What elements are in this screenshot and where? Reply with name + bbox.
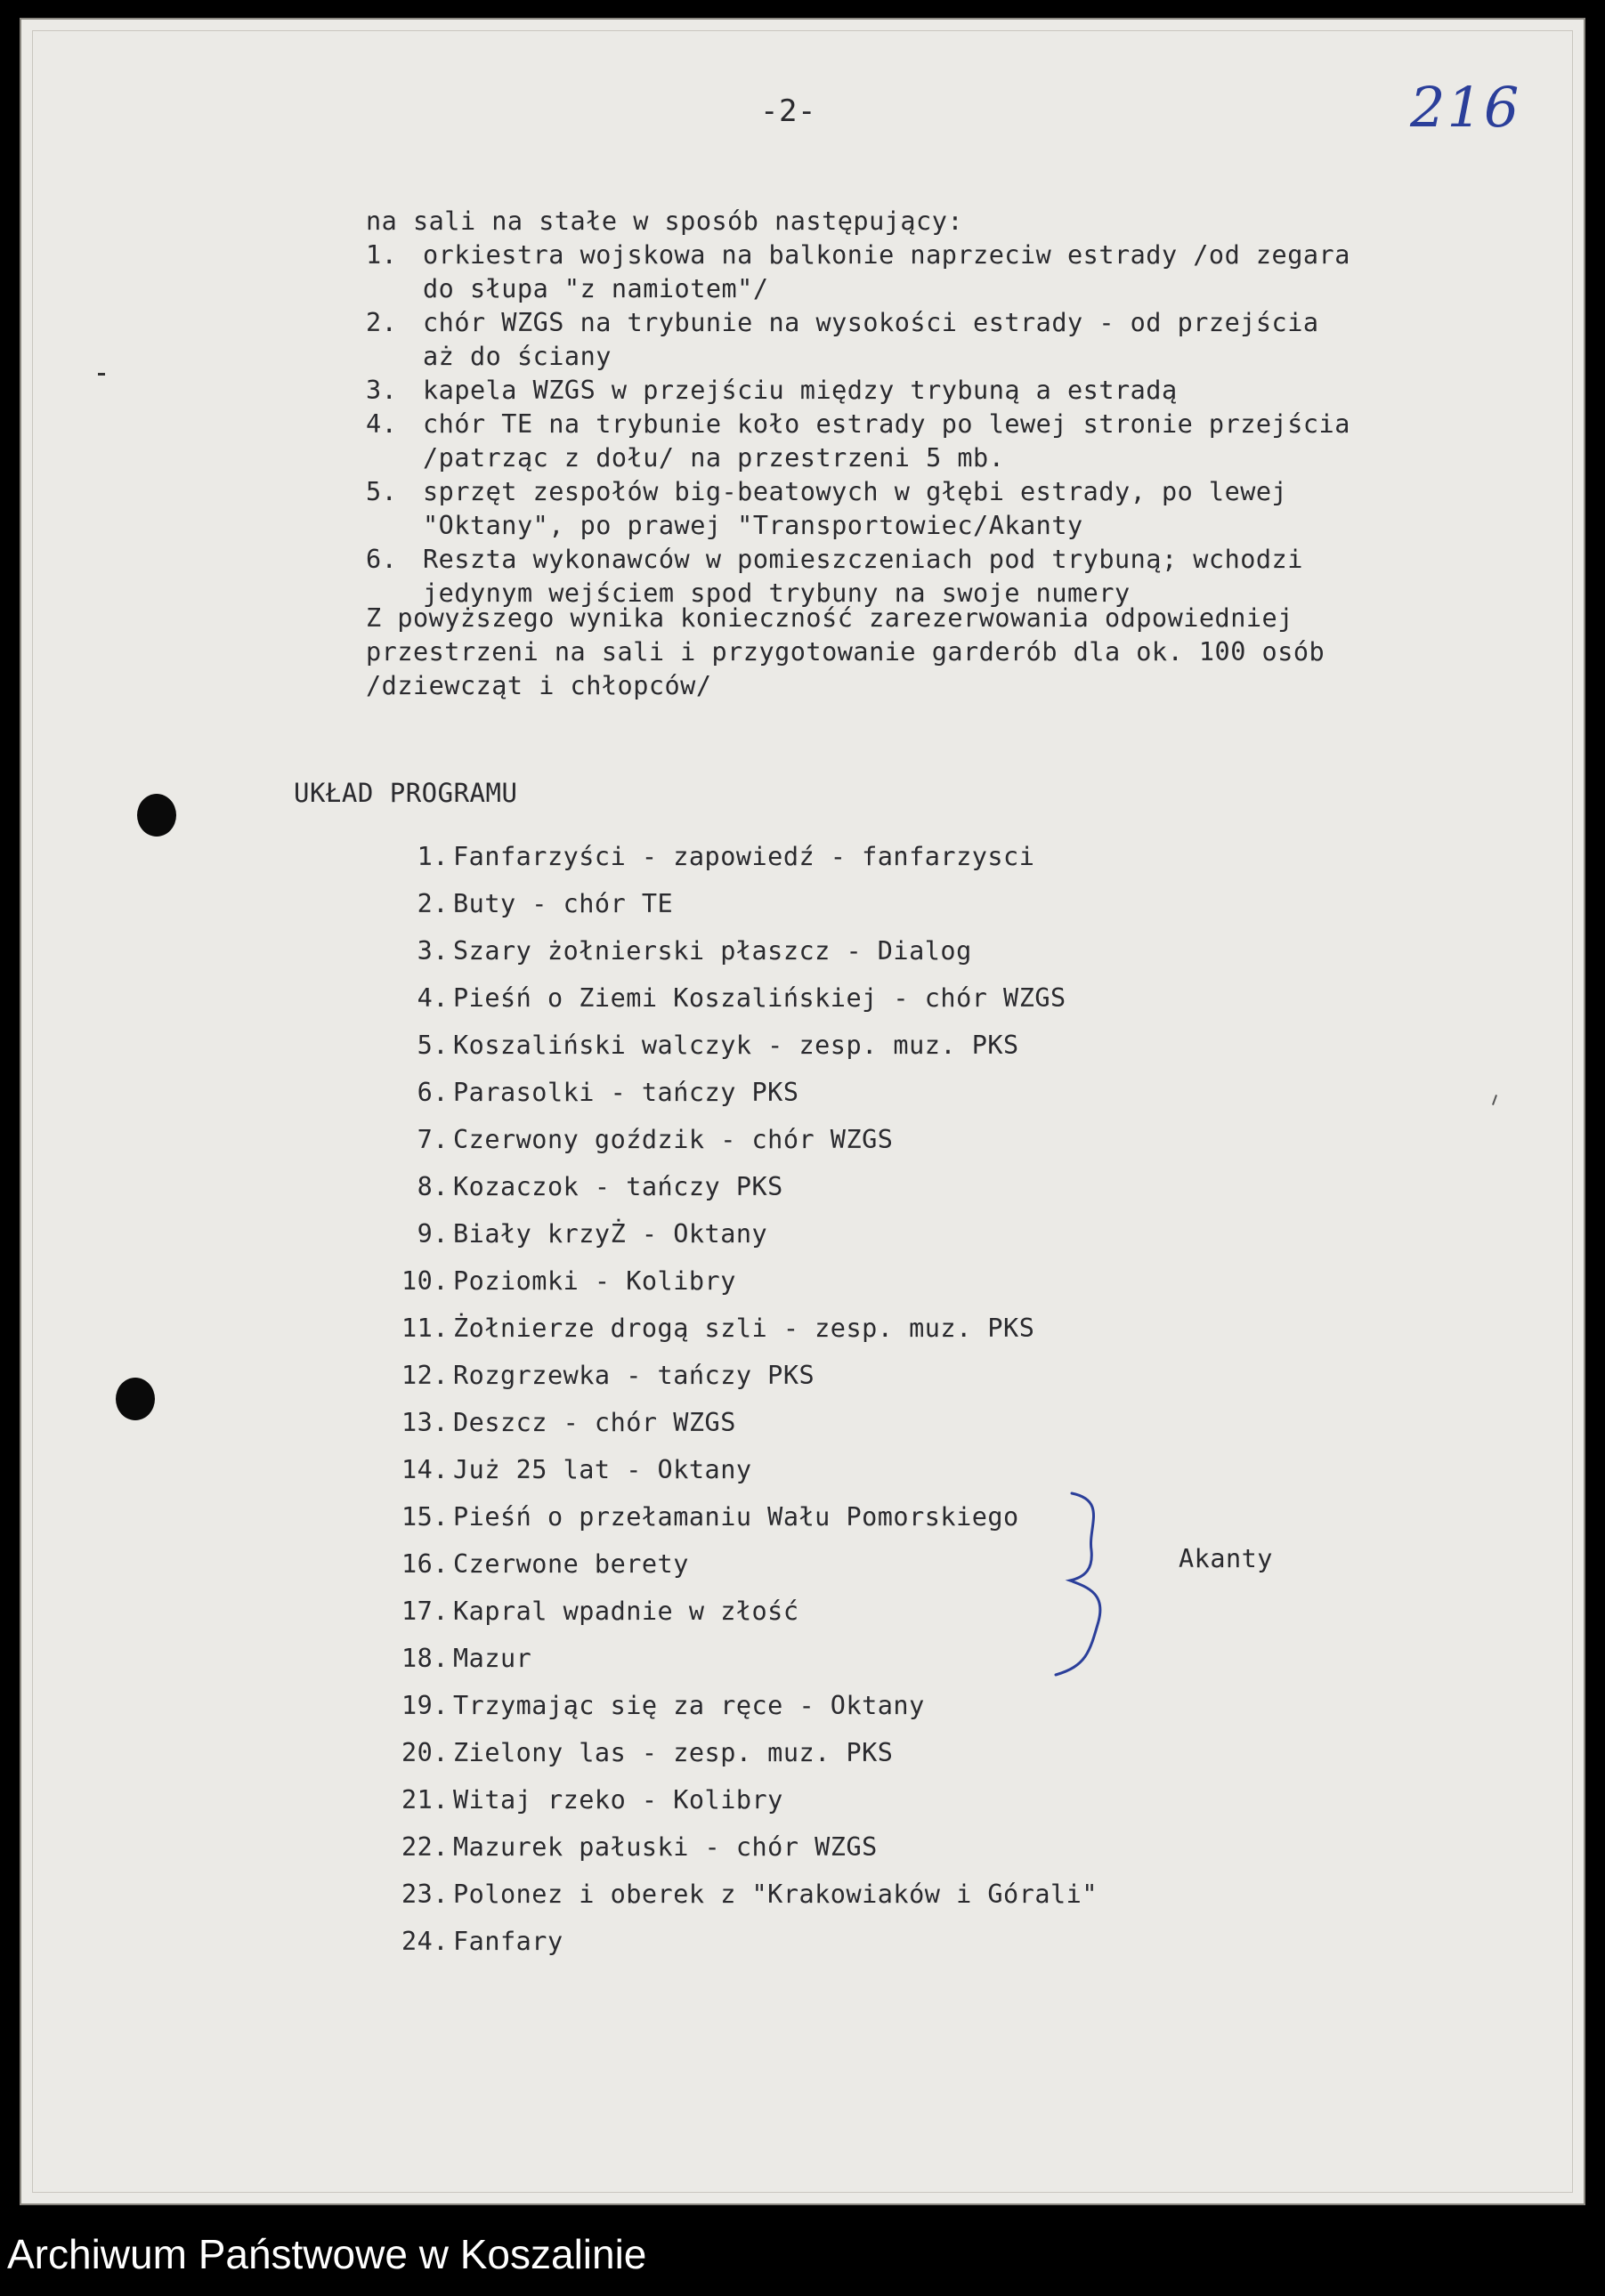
program-number: 8. <box>417 1172 449 1201</box>
program-item <box>342 1123 1232 1159</box>
program-title: Już 25 lat - Oktany <box>453 1455 752 1484</box>
program-title: Rozgrzewka - tańczy PKS <box>453 1361 815 1390</box>
program-number: 21. <box>401 1785 449 1815</box>
punch-hole <box>116 1378 155 1420</box>
program-number: 19. <box>401 1691 449 1720</box>
placement-line: orkiestra wojskowa na balkonie naprzeciw estrady /od zegara <box>423 240 1350 270</box>
program-title: Polonez i oberek z "Krakowiaków i Górali" <box>453 1880 1098 1909</box>
program-item <box>342 934 1232 970</box>
conclusion-paragraph <box>366 602 1559 703</box>
program-number: 3. <box>417 936 449 966</box>
program-number: 9. <box>417 1219 449 1249</box>
program-item <box>342 1170 1232 1206</box>
program-number: 10. <box>401 1266 449 1296</box>
program-title: Fanfary <box>453 1927 563 1956</box>
program-title: Parasolki - tańczy PKS <box>453 1078 799 1107</box>
program-title: Trzymając się za ręce - Oktany <box>453 1691 925 1720</box>
placement-line: jedynym wejściem spod trybuny na swoje numery <box>423 578 1131 608</box>
program-item <box>342 1831 1232 1866</box>
handwritten-brace-icon <box>1054 1488 1143 1684</box>
placement-line: kapela WZGS w przejściu między trybuną a estradą <box>423 376 1178 405</box>
program-number: 17. <box>401 1597 449 1626</box>
placement-line: sprzęt zespołów big-beatowych w głębi estrady, po lewej <box>423 477 1288 506</box>
program-item <box>342 1217 1232 1253</box>
program-item <box>342 1925 1232 1960</box>
placement-item-6 <box>366 543 1559 610</box>
program-item <box>342 1406 1232 1442</box>
conclusion-line: przestrzeni na sali i przygotowanie garderób dla ok. 100 osób <box>366 637 1325 667</box>
program-item <box>342 1076 1232 1112</box>
program-item <box>342 887 1232 923</box>
program-item <box>342 1312 1232 1347</box>
program-item <box>342 1689 1232 1725</box>
placement-item-2 <box>366 306 1559 374</box>
program-number: 12. <box>401 1361 449 1390</box>
program-title: Biały krzyŻ - Oktany <box>453 1219 768 1249</box>
program-title: Witaj rzeko - Kolibry <box>453 1785 783 1815</box>
program-number: 14. <box>401 1455 449 1484</box>
program-title: Kozaczok - tańczy PKS <box>453 1172 783 1201</box>
program-title: Zielony las - zesp. muz. PKS <box>453 1738 894 1767</box>
placement-item-1 <box>366 238 1559 306</box>
placement-item-3 <box>366 374 1559 408</box>
program-item <box>342 982 1232 1017</box>
program-title: Koszaliński walczyk - zesp. muz. PKS <box>453 1031 1019 1060</box>
handwritten-page-number: 216 <box>1410 75 1521 140</box>
program-number: 6. <box>417 1078 449 1107</box>
program-title: Poziomki - Kolibry <box>453 1266 736 1296</box>
program-title: Pieśń o przełamaniu Wału Pomorskiego <box>453 1502 1019 1532</box>
program-item <box>342 1878 1232 1913</box>
program-item <box>342 1453 1232 1489</box>
program-title: Deszcz - chór WZGS <box>453 1408 736 1437</box>
placement-item-4 <box>366 408 1559 475</box>
program-title: Żołnierze drogą szli - zesp. muz. PKS <box>453 1314 1035 1343</box>
placement-line: do słupa "z namiotem"/ <box>423 274 769 303</box>
placement-number: 2. <box>366 308 398 337</box>
brace-group-label: Akanty <box>1179 1544 1273 1573</box>
program-number: 11. <box>401 1314 449 1343</box>
placement-section <box>366 205 1559 610</box>
intro-line: na sali na stałe w sposób następujący: <box>366 206 964 236</box>
program-title: Pieśń o Ziemi Koszalińskiej - chór WZGS <box>453 983 1066 1013</box>
program-number: 1. <box>417 842 449 871</box>
program-number: 2. <box>417 889 449 918</box>
program-title: Szary żołnierski płaszcz - Dialog <box>453 936 972 966</box>
program-number: 18. <box>401 1644 449 1673</box>
placement-line: /patrząc z dołu/ na przestrzeni 5 mb. <box>423 443 1005 473</box>
punch-hole <box>137 794 176 837</box>
placement-line: chór WZGS na trybunie na wysokości estrady - od przejścia <box>423 308 1319 337</box>
program-title: Kapral wpadnie w złość <box>453 1597 799 1626</box>
program-number: 13. <box>401 1408 449 1437</box>
program-item <box>342 840 1232 876</box>
program-number: 15. <box>401 1502 449 1532</box>
program-number: 24. <box>401 1927 449 1956</box>
program-number: 23. <box>401 1880 449 1909</box>
program-title: Czerwony goździk - chór WZGS <box>453 1125 894 1154</box>
program-item <box>342 1783 1232 1819</box>
program-item <box>342 1265 1232 1300</box>
program-number: 16. <box>401 1549 449 1579</box>
program-heading: UKŁAD PROGRAMU <box>294 778 518 808</box>
program-number: 4. <box>417 983 449 1013</box>
placement-number: 1. <box>366 240 398 270</box>
program-item <box>342 1359 1232 1395</box>
program-number: 5. <box>417 1031 449 1060</box>
placement-line: aż do ściany <box>423 342 612 371</box>
program-title: Czerwone berety <box>453 1549 689 1579</box>
conclusion-line: /dziewcząt i chłopców/ <box>366 671 712 700</box>
placement-number: 5. <box>366 477 398 506</box>
placement-line: chór TE na trybunie koło estrady po lewej stronie przejścia <box>423 409 1350 439</box>
placement-number: 3. <box>366 376 398 405</box>
margin-mark <box>98 373 105 376</box>
program-number: 22. <box>401 1832 449 1862</box>
placement-item-5 <box>366 475 1559 543</box>
page-number: -2- <box>760 93 816 129</box>
archive-footer <box>0 2205 1605 2296</box>
placement-number: 6. <box>366 545 398 574</box>
program-item <box>342 1029 1232 1064</box>
placement-line: Reszta wykonawców w pomieszczeniach pod trybuną; wchodzi <box>423 545 1303 574</box>
conclusion-line: Z powyższego wynika konieczność zarezerwowania odpowiedniej <box>366 603 1293 633</box>
program-title: Mazur <box>453 1644 532 1673</box>
document-page <box>20 18 1585 2205</box>
program-title: Buty - chór TE <box>453 889 674 918</box>
placement-line: "Oktany", po prawej "Transportowiec/Akanty <box>423 511 1083 540</box>
program-title: Fanfarzyści - zapowiedź - fanfarzysci <box>453 842 1035 871</box>
program-number: 20. <box>401 1738 449 1767</box>
placement-number: 4. <box>366 409 398 439</box>
program-number: 7. <box>417 1125 449 1154</box>
program-title: Mazurek pałuski - chór WZGS <box>453 1832 878 1862</box>
archive-name: Archiwum Państwowe w Koszalinie <box>7 2231 647 2277</box>
program-item <box>342 1736 1232 1772</box>
